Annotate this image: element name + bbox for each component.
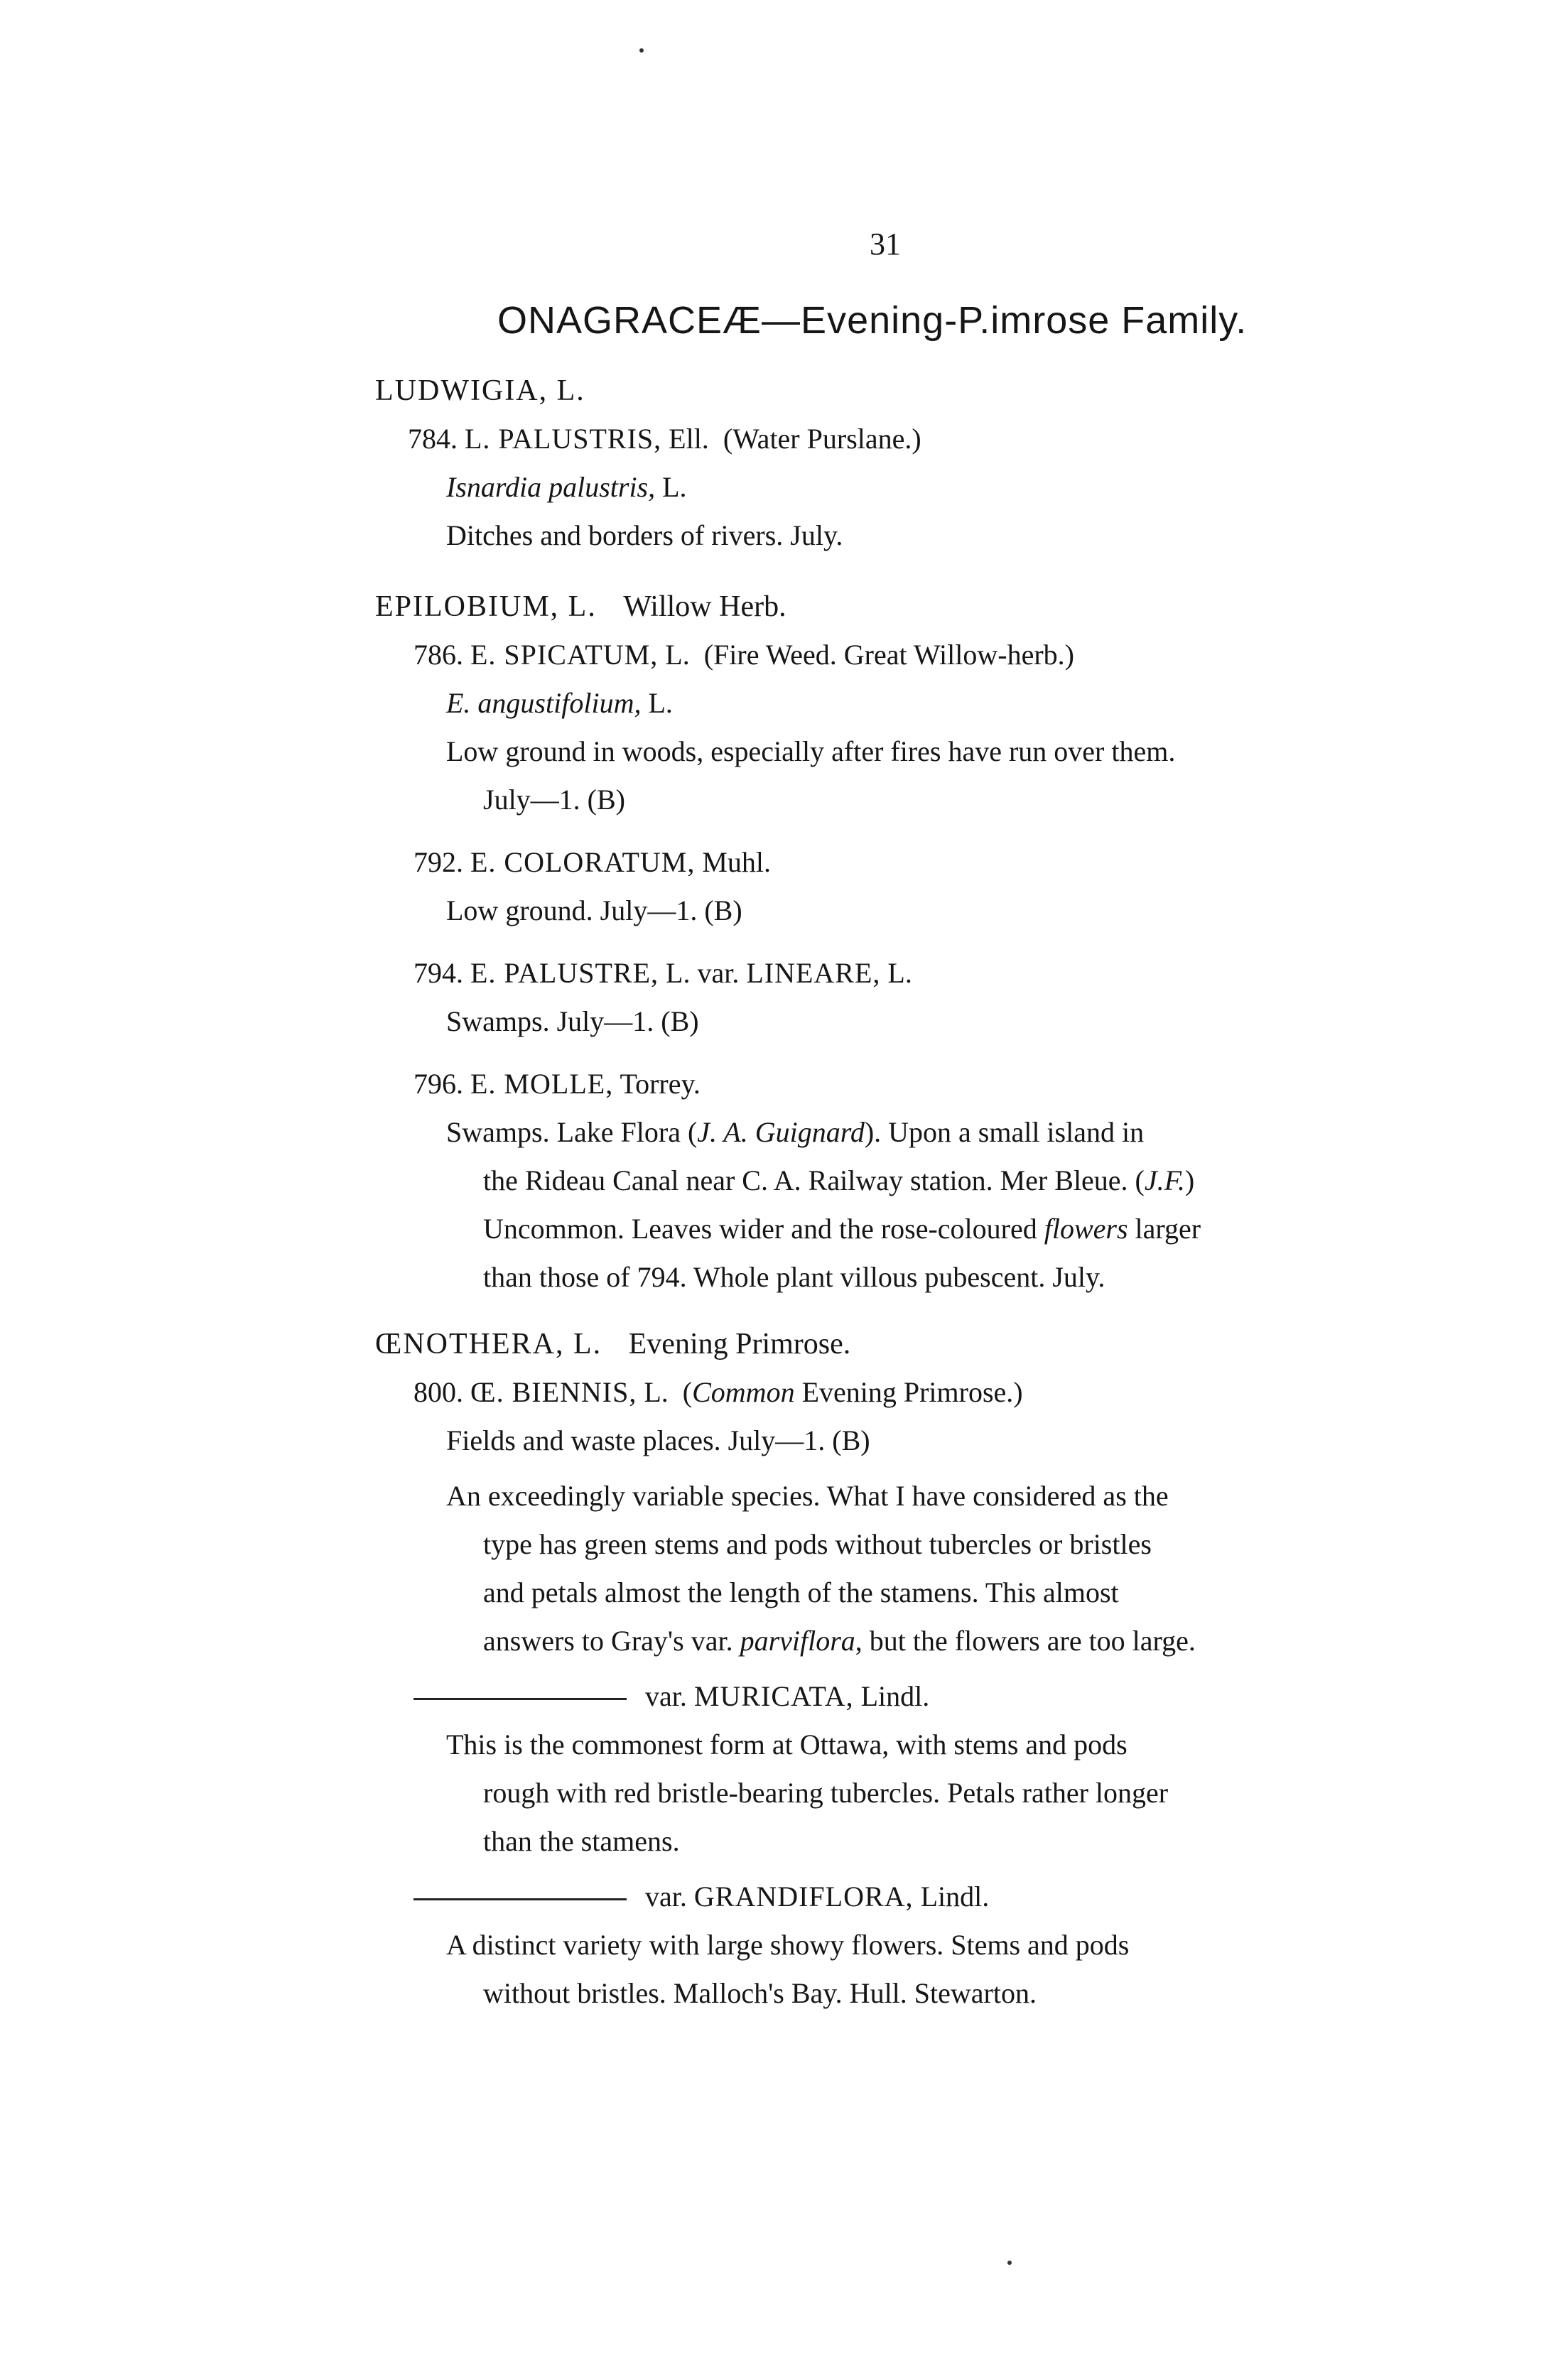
top-ink-mark	[639, 48, 644, 53]
species-784	[408, 422, 921, 456]
grandiflora-line-1: A distinct variety with large showy flowers. Stems and pods	[446, 1929, 1130, 1961]
genus-name: ŒNOTHERA,	[375, 1328, 565, 1360]
species-authority: Torrey.	[620, 1068, 701, 1100]
collector-name: J.F.	[1144, 1164, 1185, 1196]
species-name: E. PALUSTRE,	[470, 957, 659, 989]
ditto-rule	[413, 1698, 627, 1700]
family-title: ONAGRACEÆ—Evening-P.imrose Family.	[497, 299, 1248, 342]
text-run: larger	[1128, 1213, 1201, 1245]
species-name: E. SPICATUM,	[470, 639, 659, 671]
ditto-rule	[413, 1898, 627, 1900]
habitat-784: Ditches and borders of rivers. July.	[446, 519, 843, 551]
text-run: Uncommon. Leaves wider and the rose-coloured	[483, 1213, 1044, 1245]
species-name: E. COLORATUM,	[470, 846, 696, 878]
species-authority: L.	[665, 639, 690, 671]
species-796	[413, 1067, 701, 1101]
habitat-800: Fields and waste places. July—1. (B)	[446, 1424, 870, 1456]
species-794	[413, 956, 912, 990]
species-authority: Ell.	[669, 423, 709, 455]
species-786	[413, 638, 1074, 672]
habitat-796-line-4: than those of 794. Whole plant villous pubescent. July.	[483, 1261, 1105, 1293]
habitat-786-line-1: Low ground in woods, especially after fires have run over them.	[446, 735, 1176, 767]
synonym-name: Isnardia palustris,	[446, 471, 656, 503]
common-name: (Fire Weed. Great Willow-herb.)	[703, 639, 1074, 671]
note-800-line-2: type has green stems and pods without tubercles or bristles	[483, 1528, 1152, 1560]
species-authority: L.	[644, 1376, 669, 1408]
species-792	[413, 845, 771, 880]
species-number: 794.	[413, 957, 463, 989]
variety-authority: Lindl.	[860, 1680, 930, 1712]
species-number: 796.	[413, 1068, 463, 1100]
species-name: E. MOLLE,	[470, 1068, 614, 1100]
text-run: (	[682, 1376, 693, 1408]
text-run: )	[1184, 1164, 1195, 1196]
variety-name: LINEARE,	[746, 957, 881, 989]
collector-name: J. A. Guignard	[697, 1116, 865, 1148]
variety-name: GRANDIFLORA,	[693, 1881, 914, 1912]
text-run: the Rideau Canal near C. A. Railway station. Mer Bleue. (	[483, 1164, 1145, 1196]
habitat-792: Low ground. July—1. (B)	[446, 894, 742, 926]
text-run: Common	[692, 1376, 795, 1408]
bottom-ink-mark	[1007, 2261, 1012, 2265]
species-authority: Muhl.	[702, 846, 772, 878]
text-run: , but the flowers are too large.	[855, 1625, 1196, 1657]
species-number: 792.	[413, 846, 463, 878]
habitat-786-line-2: July—1. (B)	[483, 784, 625, 816]
text-run: Swamps. Lake Flora (	[446, 1116, 698, 1148]
genus-name: LUDWIGIA, L.	[375, 374, 585, 407]
text-run: parviflora	[740, 1625, 855, 1657]
note-800-line-4	[483, 1624, 1196, 1658]
genus-oenothera	[375, 1327, 850, 1361]
genus-common: Willow Herb.	[623, 590, 786, 623]
synonym-784	[446, 470, 687, 504]
genus-name: EPILOBIUM,	[375, 590, 560, 623]
species-name: L. PALUSTRIS,	[465, 423, 662, 455]
text-run: flowers	[1044, 1213, 1128, 1245]
variety-grandiflora	[413, 1880, 989, 1914]
species-800	[413, 1375, 1023, 1409]
variety-label: var.	[645, 1881, 687, 1912]
note-800-line-1: An exceedingly variable species. What I have considered as the	[446, 1480, 1169, 1512]
muricata-line-2: rough with red bristle-bearing tubercles. Petals rather longer	[483, 1777, 1169, 1809]
synonym-786	[446, 686, 673, 720]
genus-authority: L.	[568, 590, 597, 623]
genus-epilobium	[375, 590, 786, 624]
synonym-authority: L.	[648, 687, 673, 719]
variety-label: var.	[645, 1680, 687, 1712]
variety-name: MURICATA,	[693, 1680, 854, 1712]
common-name: (Water Purslane.)	[723, 423, 921, 455]
synonym-authority: L.	[662, 471, 687, 503]
common-name	[683, 1376, 1023, 1408]
species-number: 786.	[413, 639, 463, 671]
variety-authority: Lindl.	[920, 1881, 990, 1912]
text-run: ). Upon a small island in	[864, 1116, 1145, 1148]
synonym-name: E. angustifolium,	[446, 687, 642, 719]
page-number: 31	[870, 227, 901, 261]
muricata-line-1: This is the commonest form at Ottawa, with stems and pods	[446, 1728, 1128, 1760]
genus-authority: L.	[573, 1328, 602, 1360]
genus-ludwigia	[375, 374, 585, 408]
species-number: 784.	[408, 423, 458, 455]
species-name: Œ. BIENNIS,	[470, 1376, 637, 1408]
variety-muricata	[413, 1679, 929, 1714]
text-run: Evening Primrose.)	[794, 1376, 1023, 1408]
habitat-794: Swamps. July—1. (B)	[446, 1005, 699, 1037]
species-authority: L. var.	[666, 957, 740, 989]
text-run: answers to Gray's var.	[483, 1625, 740, 1657]
genus-common: Evening Primrose.	[628, 1328, 851, 1360]
habitat-796-line-3	[483, 1212, 1201, 1246]
grandiflora-line-2: without bristles. Malloch's Bay. Hull. Stewarton.	[483, 1977, 1037, 2009]
habitat-796-line-2	[483, 1164, 1194, 1198]
habitat-796-line-1	[446, 1115, 1144, 1149]
muricata-line-3: than the stamens.	[483, 1825, 680, 1857]
variety-authority: L.	[887, 957, 912, 989]
note-800-line-3: and petals almost the length of the stamens. This almost	[483, 1576, 1119, 1608]
species-number: 800.	[413, 1376, 463, 1408]
